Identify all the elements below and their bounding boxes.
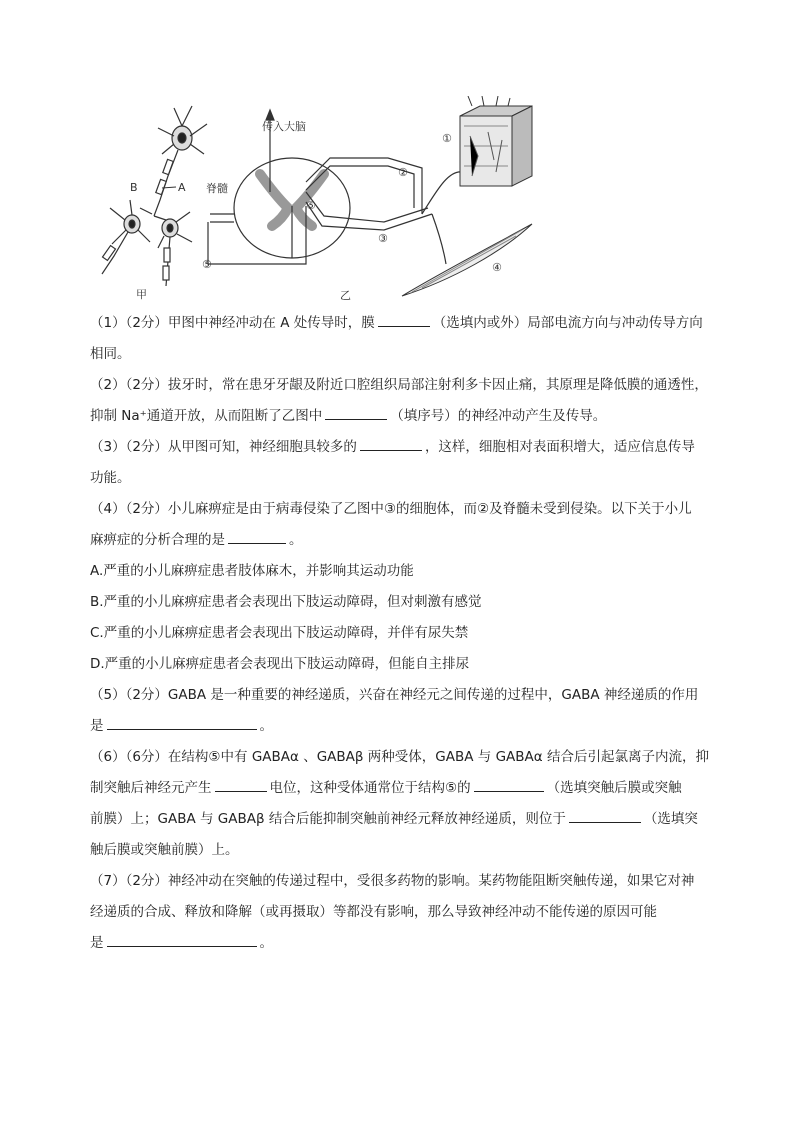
q6-text-g: 触后膜或突触前膜）上。 [90,842,239,858]
q2-text-b: 抑制 Na⁺通道开放，从而阻断了乙图中 [90,408,323,424]
label-brain: 传入大脑 [262,120,306,133]
label-num4: ④ [492,261,502,274]
q6-text-d: （选填突触后膜或突触 [546,780,682,796]
q6-answer-blank-3[interactable] [569,806,641,823]
question-5 [90,680,724,742]
q1-answer-blank[interactable] [378,310,430,327]
q4-option-a: A.严重的小儿麻痹症患者肢体麻木，并影响其运动功能 [90,563,414,579]
q7-text-c: 是 [90,935,104,951]
question-2 [90,370,724,432]
skin-block [460,96,532,186]
label-num5-inner: ⑤ [306,199,316,212]
label-jia: 甲 [136,288,147,301]
q4-option-d: D.严重的小儿麻痹症患者会表现出下肢运动障碍，但能自主排尿 [90,656,470,672]
question-list [90,308,724,959]
q1-text-c: 相同。 [90,346,131,362]
question-3 [90,432,724,494]
q5-answer-blank[interactable] [107,713,257,730]
q5-text-a: （5）（2分）GABA 是一种重要的神经递质，兴奋在神经元之间传递的过程中，GABA 神经递质的作用 [90,687,699,703]
label-A: A [178,181,186,194]
q7-text-a: （7）（2分）神经冲动在突触的传递过程中，受很多药物的影响。某药物能阻断突触传递，如果它对神 [90,873,695,889]
label-num1: ① [442,132,452,145]
q2-text-a: （2）（2分）拔牙时，常在患牙牙龈及附近口腔组织局部注射利多卡因止痛，其原理是降低膜的通透性， [90,377,708,393]
q7-answer-blank[interactable] [107,930,257,947]
question-7 [90,866,724,959]
q6-answer-blank-1[interactable] [215,775,267,792]
label-num3: ③ [378,232,388,245]
q6-text-e: 前膜）上；GABA 与 GABAβ 结合后能抑制突触前神经元释放神经递质，则位于 [90,811,566,827]
q4-text-c: 。 [289,532,303,548]
q6-text-a: （6）（6分）在结构⑤中有 GABAα 、GABAβ 两种受体，GABA 与 GABAα 结合后引起氯离子内流，抑 [90,749,709,765]
question-4 [90,494,724,556]
q6-text-b: 制突触后神经元产生 [90,780,212,796]
q6-answer-blank-2[interactable] [474,775,544,792]
q6-text-f: （选填突 [643,811,698,827]
question-6 [90,742,724,866]
q4-option-c: C.严重的小儿麻痹症患者会表现出下肢运动障碍，并伴有尿失禁 [90,625,469,641]
q2-text-c: （填序号）的神经冲动产生及传导。 [390,408,607,424]
q5-text-c: 。 [259,718,273,734]
figure-svg [92,96,652,306]
q4-option-b: B.严重的小儿麻痹症患者会表现出下肢运动障碍，但对刺激有感觉 [90,594,482,610]
label-B: B [130,181,138,194]
label-num2: ② [398,166,408,179]
q3-text-b: ，这样，细胞相对表面积增大，适应信息传导 [424,439,695,455]
q2-answer-blank[interactable] [325,403,387,420]
q5-text-b: 是 [90,718,104,734]
q1-text-a: （1）（2分）甲图中神经冲动在 A 处传导时，膜 [90,315,375,331]
figure-yi-spinal-cord [208,110,462,264]
q6-text-c: 电位，这种受体通常位于结构⑤的 [269,780,471,796]
q3-answer-blank[interactable] [360,434,422,451]
q3-text-a: （3）（2分）从甲图可知，神经细胞具较多的 [90,439,357,455]
q7-text-b: 经递质的合成、释放和降解（或再摄取）等都没有影响，那么导致神经冲动不能传递的原因可能 [90,904,657,920]
q1-text-b: （选填内或外）局部电流方向与冲动传导方向 [432,315,703,331]
q4-answer-blank[interactable] [228,527,286,544]
neuron-spinal-cord-figure [92,96,652,306]
q4-text-a: （4）（2分）小儿麻痹症是由于病毒侵染了乙图中③的细胞体，而②及脊髓未受到侵染。以下关于小儿 [90,501,692,517]
q7-text-d: 。 [259,935,273,951]
q4-text-b: 麻痹症的分析合理的是 [90,532,225,548]
label-spinal: 脊髓 [206,182,228,195]
muscle [402,224,532,296]
label-num5: ⑤ [202,258,212,271]
label-yi: 乙 [340,289,351,302]
question-1 [90,308,724,370]
q3-text-c: 功能。 [90,470,131,486]
figure-jia-neurons [102,106,207,286]
